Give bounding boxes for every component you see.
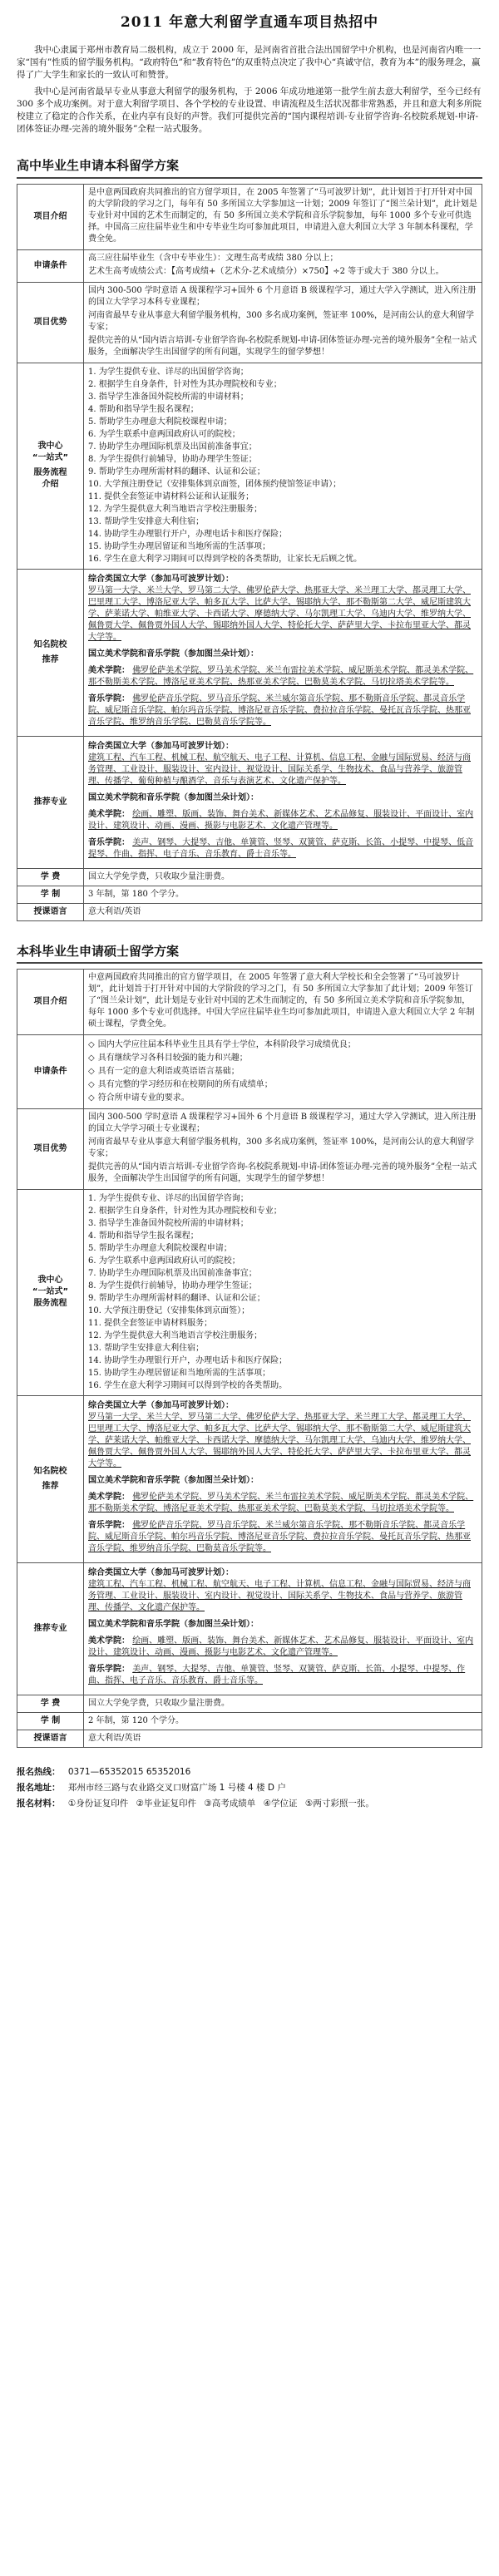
row-content <box>84 184 482 249</box>
service-step: 1. 为学生提供专业、详尽的出国留学咨询； <box>88 1193 249 1203</box>
major-block <box>88 1567 477 1614</box>
service-step: 3. 指导学生准备国外院校所需的申请材料； <box>88 1218 249 1228</box>
row-label: 申请条件 <box>17 1034 84 1108</box>
material-item: ④学位证 <box>263 1798 298 1809</box>
school-block <box>88 649 477 660</box>
school-block <box>88 574 477 644</box>
phone-value: 0371—65352015 65352016 <box>67 1766 191 1777</box>
major-block <box>88 837 477 861</box>
service-step: 4. 帮助和指导学生报名课程； <box>88 404 199 414</box>
table-row <box>17 1189 482 1395</box>
table-row <box>17 1395 482 1562</box>
row-content <box>84 249 482 282</box>
row-content <box>84 1395 482 1562</box>
label-line: 介绍 <box>42 480 59 490</box>
row-content: 国立大学免学费，只收取少量注册费。 <box>84 1695 482 1712</box>
requirement-item: ◇ 符合所申请专业的要求。 <box>88 1093 477 1104</box>
phone-label: 报名热线： <box>17 1766 61 1777</box>
label-line: 推荐 <box>42 1481 59 1491</box>
table-row <box>17 903 482 920</box>
row-label <box>17 363 84 569</box>
intro-paragraph: 我中心隶属于郑州市教育局二级机构，成立于 2000 年，是河南省首批合法出国留学中介机构，也是河南省内唯一一家“国有”性质的留学服务机构。“政府特色”和“教育特色”的双重特点决定了我中心“真诚守信，教育为本”的服务理念，赢得了广大学生和家长的一致认可和赞誉。 <box>17 44 482 81</box>
service-step: 8. 为学生提供行前辅导，协助办理学生签证； <box>88 454 257 464</box>
service-step: 5. 帮助学生办理意大利院校课程申请； <box>88 1243 232 1253</box>
service-step: 9. 帮助学生办理所需材料的翻译、认证和公证； <box>88 466 265 476</box>
row-content: 国立大学免学费，只收取少量注册费。 <box>84 868 482 886</box>
school-block <box>88 1492 477 1515</box>
advantage-item: 河南省最早专业从事意大利留学服务机构，300 多名成功案例，签证率 100%，是河南公认的意大利留学专家； <box>88 310 475 332</box>
advantage-item: 提供完善的从“国内语言培训-专业留学咨询-名校院系规划-申请-团体签证办理-完善的境外服务”全程一站式服务，全面解决学生出国留学的所有问题，实现学生的留学梦想！ <box>88 1162 477 1183</box>
table-row <box>17 868 482 886</box>
advantage-item: 国内 300-500 学时意语 A 级课程学习+国外 6 个月意语 B 级课程学习，通过大学入学测试，进入所注册的国立大学学习本科专业课程； <box>88 285 477 307</box>
service-step: 16. 学生在意大利学习期间可以得到学校的各类帮助。 <box>88 1380 288 1390</box>
intro-text: 中意两国政府共同推出的官方留学项目，在 2005 年签署了意大利大学校长和全会签署了“马可波罗计划”，此计划旨于打开针对中国的大学阶段的学习之门，有 50 多所国立大学参加了此计划；2009 年签订了“图兰朵计划”，此计划是专业针对中国的艺术生而制定的，有 50 多所国立美术学院和音乐学院参加，每年 1000 多个专业可供选择。中国大学应往届毕业生均可参加此项目，申请进入意大利国立大学 2 年制硕士课程，学费全免。 <box>88 972 475 1029</box>
major-block <box>88 792 477 804</box>
row-label <box>17 1189 84 1395</box>
intro-text: 是中意两国政府共同推出的官方留学项目，在 2005 年签署了“马可波罗计划”，此计划旨于打开针对中国的大学阶段的学习之门，每年有 50 多所国立大学参加这一计划；2009 年签订了“图兰朵计划”，此计划是专业针对中国的艺术生而制定的，有 50 多所国立美术学院和音乐学院参加，每年 1000 多个专业可供选择。中国高三应往届毕业生和中专毕业生均可参加此项目，申请进入意大利国立大学 3 年制本科课程，学费全免。 <box>88 187 477 244</box>
school-block-head: 音乐学院： <box>88 1520 130 1530</box>
row-content <box>84 1034 482 1108</box>
advantage-item: 国内 300-500 学时意语 A 级课程学习+国外 6 个月意语 B 级课程学习，通过大学入学测试，进入所注册的国立大学学习硕士专业课程； <box>88 1112 477 1133</box>
table-row <box>17 184 482 249</box>
school-block-head: 综合类国立大学（参加马可波罗计划）： <box>88 1400 234 1410</box>
service-step: 13. 帮助学生安排意大利住宿； <box>88 516 205 526</box>
row-label: 项目介绍 <box>17 184 84 249</box>
row-content <box>84 363 482 569</box>
major-block <box>88 1636 477 1659</box>
advantage-item: 提供完善的从“国内语言培训-专业留学咨询-名校院系规划-申请-团体签证办理-完善的境外服务”全程一站式服务，全面解决学生出国留学的所有问题，实现学生的留学梦想！ <box>88 335 477 357</box>
row-label <box>17 569 84 736</box>
service-step: 1. 为学生提供专业、详尽的出国留学咨询； <box>88 367 249 377</box>
row-content <box>84 1562 482 1695</box>
service-step: 15. 协助学生办理居留证和当地所需的生活事项； <box>88 541 271 551</box>
phone-line <box>17 1764 482 1780</box>
plan1-table <box>17 184 482 921</box>
row-content: 意大利语/英语 <box>84 1730 482 1747</box>
plan2-heading: 本科毕业生申请硕士留学方案 <box>17 943 482 964</box>
major-block-head: 美术学院： <box>88 809 130 819</box>
service-step: 9. 帮助学生办理所需材料的翻译、认证和公证； <box>88 1293 265 1303</box>
address-label: 报名地址： <box>17 1782 61 1793</box>
major-block <box>88 741 477 787</box>
major-block-head: 国立美术学院和音乐学院（参加图兰朵计划）： <box>88 792 259 802</box>
row-content: 2 年制，第 120 个学分。 <box>84 1712 482 1730</box>
row-content <box>84 969 482 1034</box>
school-block <box>88 1475 477 1487</box>
service-step: 8. 为学生提供行前辅导，协助办理学生签证； <box>88 1281 257 1290</box>
service-step: 12. 为学生提供意大利当地语言学校注册服务； <box>88 504 263 514</box>
table-row <box>17 1712 482 1730</box>
service-step: 7. 协助学生办理国际机票及出国前准备事宜； <box>88 1268 257 1278</box>
row-label: 授课语言 <box>17 1730 84 1747</box>
requirement-item: 高三应往届毕业生（含中专毕业生）：文理生高考成绩 380 分以上； <box>88 253 338 263</box>
table-row <box>17 969 482 1034</box>
school-block-body: 佛罗伦萨音乐学院、罗马音乐学院、米兰威尔第音乐学院、那不勒斯音乐学院、都灵音乐学院、威尼斯音乐学院、帕尔玛音乐学院、博洛尼亚音乐学院、费拉拉音乐学院、曼托瓦音乐学院、热那亚音乐学院、维罗纳音乐学院、巴勒莫音乐学院等。 <box>88 693 471 727</box>
table-row <box>17 1695 482 1712</box>
table-row <box>17 1562 482 1695</box>
intro-paragraph: 我中心是河南省最早专业从事意大利留学的服务机构，于 2006 年成功地递第一批学生前去意大利留学，至今已经有 300 多个成功案例。对于意大利留学项目、各个学校的专业设置、申请流程及生活状况都非常熟悉，并且和意大利多所院校建立了稳定的合作关系，在业内享有良好的声誉。我们可提供完善的“国内课程培训-专业留学咨询-名校院系规划-申请-团体签证办理-完善的境外服务”全程一站式服务。 <box>17 86 482 135</box>
school-block-body: 佛罗伦萨音乐学院、罗马音乐学院、米兰威尔第音乐学院、那不勒斯音乐学院、都灵音乐学院、威尼斯音乐学院、帕尔玛音乐学院、博洛尼亚音乐学院、费拉拉音乐学院、曼托瓦音乐学院、热那亚音乐学院、维罗纳音乐学院、巴勒莫音乐学院等。 <box>88 1520 471 1553</box>
service-step: 11. 提供全套签证申请材料公证和认证服务； <box>88 491 254 501</box>
major-block-head: 综合类国立大学（参加马可波罗计划）： <box>88 1567 234 1577</box>
school-block-head: 国立美术学院和音乐学院（参加图兰朵计划）： <box>88 1475 259 1485</box>
address-value: 郑州市经三路与农业路交叉口财富广场 1 号楼 4 楼 D 户 <box>67 1782 286 1793</box>
service-step: 2. 根据学生自身条件，针对性为其办理院校和专业； <box>88 1206 282 1216</box>
school-block-head: 美术学院： <box>88 665 130 675</box>
material-item: ①身份证复印件 <box>67 1798 129 1809</box>
requirement-item: ◇ 具有完整的学习经历和在校期间的所有成绩单； <box>88 1079 477 1091</box>
major-block <box>88 1619 477 1631</box>
table-row <box>17 1730 482 1747</box>
school-block-body: 佛罗伦萨美术学院、罗马美术学院、米兰布雷拉美术学院、威尼斯美术学院、都灵美术学院、那不勒斯美术学院、博洛尼亚美术学院、热那亚美术学院、巴勒莫美术学院、马切拉塔美术学院等。 <box>88 1492 474 1513</box>
page-title: 2011 年意大利留学直通车项目热招中 <box>120 14 379 31</box>
major-block-body: 美声、钢琴、大提琴、吉他、单簧管、竖琴、双簧管、萨克斯、长笛、小提琴、中提琴、低音提琴、作曲、指挥、电子音乐、音乐教育、爵士音乐等。 <box>88 837 474 859</box>
materials-label: 报名材料： <box>17 1798 61 1809</box>
label-line: “一站式” <box>32 453 69 463</box>
table-row <box>17 363 482 569</box>
contact-footer <box>17 1764 482 1812</box>
school-block-head: 综合类国立大学（参加马可波罗计划）： <box>88 574 234 584</box>
school-block-body: 佛罗伦萨美术学院、罗马美术学院、米兰布雷拉美术学院、威尼斯美术学院、都灵美术学院、那不勒斯美术学院、博洛尼亚美术学院、热那亚美术学院、巴勒莫美术学院、马切拉塔美术学院等。 <box>88 665 474 687</box>
row-content <box>84 1189 482 1395</box>
row-content: 意大利语/英语 <box>84 903 482 920</box>
major-block-body: 绘画、雕塑、版画、装饰、舞台美术、新媒体艺术、艺术品修复、服装设计、平面设计、室内设计、建筑设计、动画、漫画、摄影与电影艺术、文化遗产管理等。 <box>88 809 474 831</box>
material-item: ②毕业证复印件 <box>136 1798 197 1809</box>
requirement-item: ◇ 具有一定的意大利语或英语语言基础； <box>88 1066 477 1078</box>
table-row <box>17 249 482 282</box>
school-block <box>88 1400 477 1470</box>
row-label: 项目优势 <box>17 1108 84 1189</box>
school-block-body: 罗马第一大学、米兰大学、罗马第二大学、佛罗伦萨大学、热那亚大学、米兰理工大学、都灵理工大学、巴里理工大学、博洛尼亚大学、帕多瓦大学、比萨大学、锡耶纳大学、那不勒斯第二大学、威尼斯建筑大学、萨莱诺大学、帕维亚大学、卡西诺大学、摩德纳大学、马尔凯理工大学、乌迪内大学、维罗纳大学、佩鲁贾大学、佩鲁贾外国人大学、锡耶纳外国人大学、特伦托大学、萨萨里大学、卡拉布里亚大学、都灵大学等。 <box>88 1412 471 1468</box>
row-label: 学 制 <box>17 1712 84 1730</box>
row-content <box>84 282 482 363</box>
service-step: 11. 提供全套签证申请材料服务； <box>88 1318 213 1328</box>
school-block-head: 国立美术学院和音乐学院（参加图兰朵计划）： <box>88 649 259 659</box>
materials-line <box>17 1796 482 1812</box>
row-content <box>84 569 482 736</box>
service-step: 14. 协助学生办理银行开户，办理电话卡和医疗保险； <box>88 529 288 539</box>
row-label: 学 制 <box>17 886 84 903</box>
service-step: 12. 为学生提供意大利当地语言学校注册服务； <box>88 1330 263 1340</box>
service-step: 4. 帮助和指导学生报名课程； <box>88 1231 199 1241</box>
table-row <box>17 1108 482 1189</box>
service-step: 14. 协助学生办理银行开户，办理电话卡和医疗保险； <box>88 1355 288 1365</box>
school-block-body: 罗马第一大学、米兰大学、罗马第二大学、佛罗伦萨大学、热那亚大学、米兰理工大学、都灵理工大学、巴里理工大学、博洛尼亚大学、帕多瓦大学、比萨大学、锡耶纳大学、那不勒斯第二大学、威尼斯建筑大学、萨莱诺大学、帕维亚大学、卡西诺大学、摩德纳大学、马尔凯理工大学、乌迪内大学、维罗纳大学、佩鲁贾大学、佩鲁贾外国人大学、锡耶纳外国人大学、特伦托大学、萨萨里大学、卡拉布里亚大学、都灵大学等。 <box>88 585 471 642</box>
row-label: 学 费 <box>17 868 84 886</box>
label-line: 知名院校 <box>33 1466 67 1476</box>
school-block <box>88 665 477 688</box>
service-step: 6. 为学生联系中意两国政府认可的院校； <box>88 1256 240 1266</box>
major-block <box>88 809 477 832</box>
table-row <box>17 1034 482 1108</box>
row-label: 学 费 <box>17 1695 84 1712</box>
school-block <box>88 693 477 728</box>
label-line: 知名院校 <box>33 639 67 649</box>
table-row <box>17 282 482 363</box>
label-line: “一站式” <box>32 1287 69 1297</box>
major-block-head: 音乐学院： <box>88 1664 130 1674</box>
intro-section <box>17 44 482 136</box>
plan1-heading: 高中毕业生申请本科留学方案 <box>17 157 482 178</box>
major-block <box>88 1664 477 1687</box>
major-block-body: 美声、钢琴、大提琴、吉他、单簧管、竖琴、双簧管、萨克斯、长笛、小提琴、中提琴、作曲、指挥、电子音乐、音乐教育、爵士音乐等。 <box>88 1664 466 1685</box>
row-label: 授课语言 <box>17 903 84 920</box>
row-label <box>17 1395 84 1562</box>
service-step: 7. 协助学生办理国际机票及出国前准备事宜； <box>88 442 257 452</box>
row-label: 项目优势 <box>17 282 84 363</box>
major-block-body: 绘画、雕塑、版画、装饰、舞台美术、新媒体艺术、艺术品修复、服装设计、平面设计、室内设计、建筑设计、动画、漫画、摄影与电影艺术、文化遗产管理等。 <box>88 1636 474 1657</box>
major-block-head: 美术学院： <box>88 1636 130 1646</box>
label-line: 推荐 <box>42 654 59 664</box>
table-row <box>17 569 482 736</box>
service-step: 16. 学生在意大利学习期间可以得到学校的各类帮助，让家长无后顾之忧。 <box>88 554 363 564</box>
row-label: 推荐专业 <box>17 736 84 868</box>
service-step: 15. 协助学生办理居留证和当地所需的生活事项； <box>88 1368 271 1378</box>
service-step: 6. 为学生联系中意两国政府认可的院校； <box>88 429 240 439</box>
requirement-item: ◇ 具有继续学习各科目较强的能力和兴趣； <box>88 1053 477 1064</box>
label-line: 服务流程 <box>33 1299 67 1309</box>
label-line: 我中心 <box>37 1276 63 1286</box>
material-item: ③高考成绩单 <box>204 1798 256 1809</box>
table-row <box>17 886 482 903</box>
row-content: 3 年制，第 180 个学分。 <box>84 886 482 903</box>
service-step: 10. 大学预注册登记（安排集体到京面签）； <box>88 1305 250 1315</box>
row-label: 申请条件 <box>17 249 84 282</box>
school-block-head: 音乐学院： <box>88 693 130 703</box>
advantage-item: 河南省最早专业从事意大利留学服务机构，300 多名成功案例，签证率 100%，是河南公认的意大利留学专家； <box>88 1137 475 1158</box>
service-step: 3. 指导学生准备国外院校所需的申请材料； <box>88 392 249 402</box>
school-block-head: 美术学院： <box>88 1492 130 1502</box>
table-row <box>17 736 482 868</box>
major-block-body: 建筑工程、汽车工程、机械工程、航空航天、电子工程、计算机、信息工程、金融与国际贸易、经济与商务管理、工业设计、服装设计、室内设计、视觉设计、国际关系学、生物技术、食品与营养学、旅游管理、传播学、文化遗产保护等。 <box>88 1579 471 1612</box>
row-label: 推荐专业 <box>17 1562 84 1695</box>
service-step: 13. 帮助学生安排意大利住宿； <box>88 1343 205 1353</box>
service-step: 2. 根据学生自身条件，针对性为其办理院校和专业； <box>88 379 282 389</box>
row-content <box>84 736 482 868</box>
major-block-head: 国立美术学院和音乐学院（参加图兰朵计划）： <box>88 1619 259 1629</box>
requirement-item: ◇ 国内大学应往届本科毕业生且具有学士学位，本科阶段学习成绩优良； <box>88 1039 477 1051</box>
service-step: 10. 大学预注册登记（安排集体到京面签，团体预约使馆签证申请）； <box>88 479 342 489</box>
school-block <box>88 1520 477 1555</box>
material-item: ⑤两寸彩照一张。 <box>304 1798 374 1809</box>
requirement-item: 艺术生高考成绩公式：【高考成绩+（艺术分-艺术成绩分）×750】÷2 等于或大于 380 分以上。 <box>88 266 444 276</box>
row-content <box>84 1108 482 1189</box>
major-block-head: 综合类国立大学（参加马可波罗计划）： <box>88 741 234 751</box>
row-label: 项目介绍 <box>17 969 84 1034</box>
plan2-table <box>17 969 482 1748</box>
major-block-head: 音乐学院： <box>88 837 130 847</box>
address-line <box>17 1780 482 1796</box>
label-line: 服务流程 <box>33 468 67 478</box>
service-step: 5. 帮助学生办理意大利院校课程申请； <box>88 417 232 427</box>
label-line: 我中心 <box>37 442 63 452</box>
major-block-body: 建筑工程、汽车工程、机械工程、航空航天、电子工程、计算机、信息工程、金融与国际贸易、经济与商务管理、工业设计、服装设计、室内设计、视觉设计、国际关系学、生物技术、食品与营养学、旅游管理、传播学、葡萄种植与酿酒学、音乐与表演艺术、文化遗产保护等。 <box>88 753 471 786</box>
